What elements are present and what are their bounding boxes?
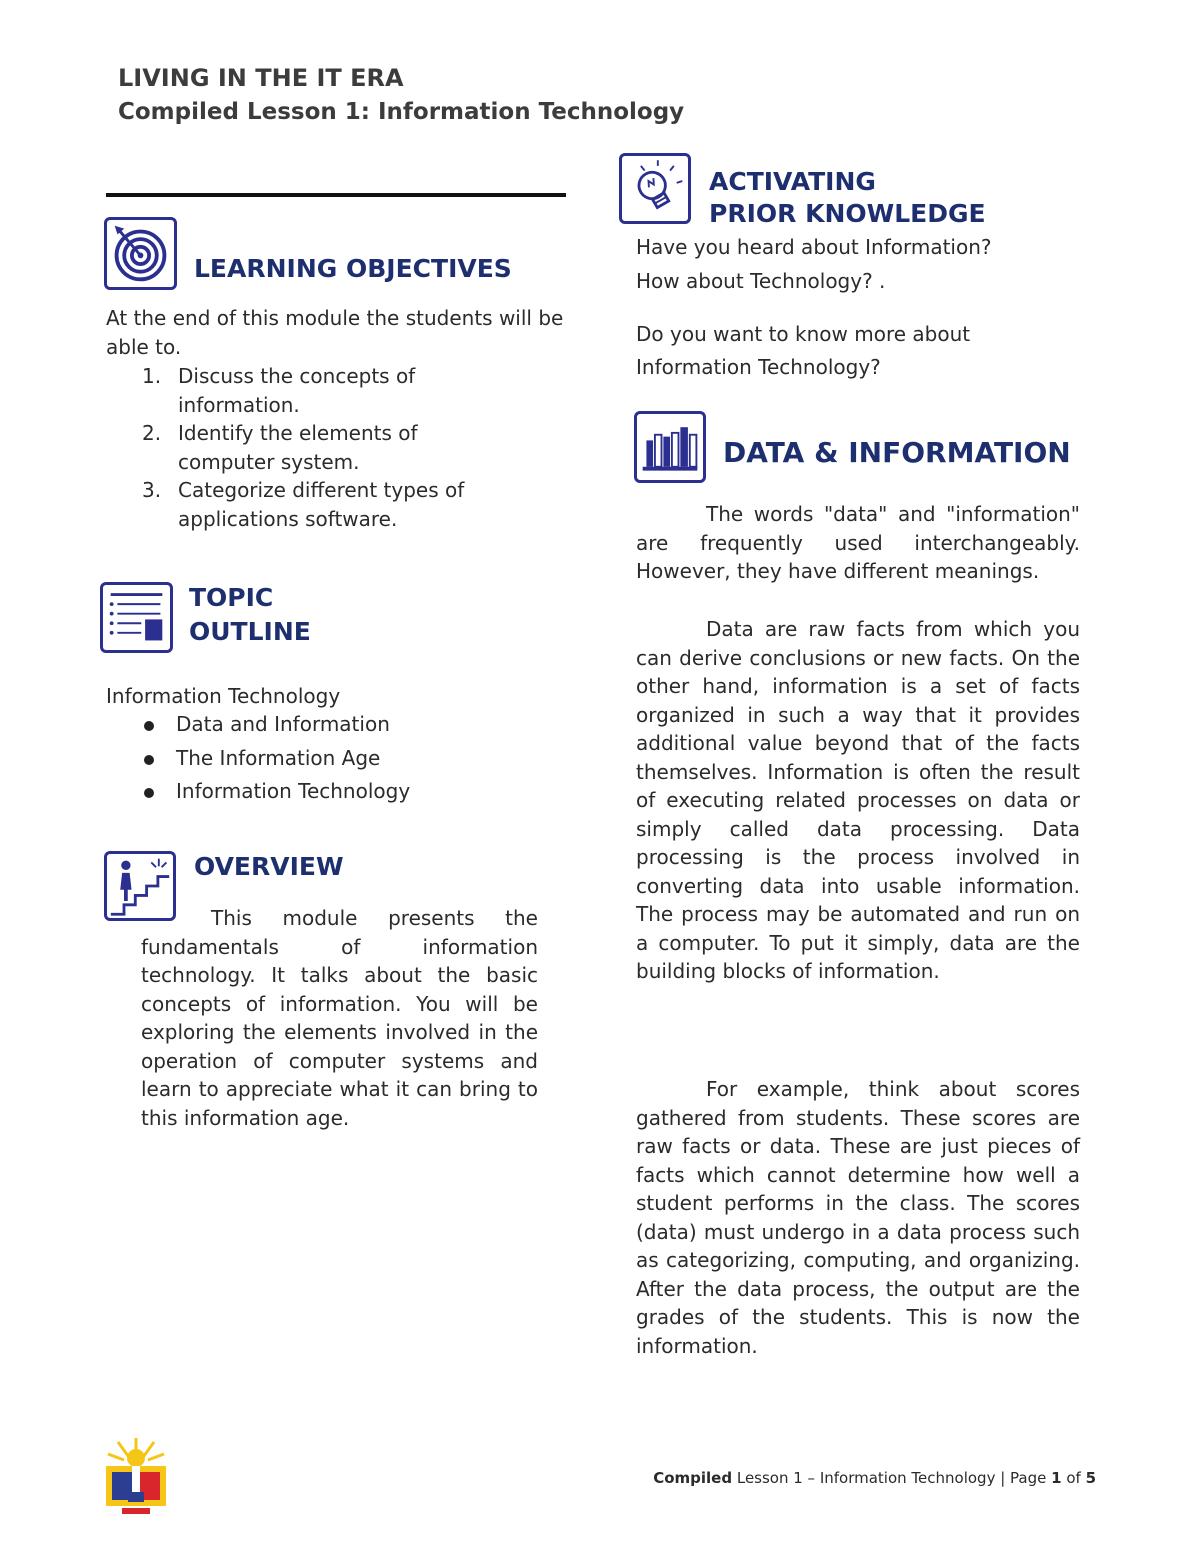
data-information-paragraph-2: Data are raw facts from which you can derive conclusions or new facts. On the other hand, information is a set of facts organized in such a way that it provides additional value beyond that of the facts themselves. Information is often the result of executing related processes on data or simply called data processing. Data processing is the process involved in converting data into usable information. The process may be automated and run on a computer. To put it simply, data are the building blocks of information.: [636, 617, 1080, 983]
objective-item: 3. Categorize different types of applications software.: [142, 478, 465, 531]
bullet-icon: [144, 755, 154, 765]
document-subtitle: Compiled Lesson 1: Information Technology: [118, 99, 685, 125]
activating-heading-line2: PRIOR KNOWLEDGE: [709, 199, 986, 228]
bullet-icon: [144, 788, 154, 798]
overview-heading: OVERVIEW: [194, 852, 344, 881]
activating-heading-line1: ACTIVATING: [709, 167, 876, 196]
topic-outline-heading-line2: OUTLINE: [189, 617, 311, 646]
books-icon: [634, 411, 706, 483]
lightbulb-icon: [619, 153, 691, 224]
learning-objectives-heading: LEARNING OBJECTIVES: [194, 254, 512, 283]
objective-item: 2. Identify the elements of computer system.: [142, 421, 418, 474]
topic-outline-main: Information Technology: [106, 684, 341, 708]
page-footer: Compiled Lesson 1 – Information Technology | Page 1 of 5: [653, 1469, 1096, 1487]
page-total: 5: [1085, 1469, 1096, 1487]
activating-question-3: Do you want to know more about Information Technology?: [636, 322, 971, 379]
section-divider: [106, 193, 566, 197]
topic-outline-heading-line1: TOPIC: [189, 583, 274, 612]
topic-item: Data and Information: [106, 708, 526, 742]
learning-objectives-intro: At the end of this module the students will be able to.: [106, 306, 564, 359]
topic-list: [106, 708, 526, 809]
activating-question-1: Have you heard about Information?: [636, 235, 992, 259]
outline-list-icon: [100, 582, 173, 653]
objectives-list: [106, 362, 506, 533]
document-title: LIVING IN THE IT ERA: [118, 64, 404, 92]
topic-item: Information Technology: [106, 775, 526, 809]
bullet-icon: [144, 721, 154, 731]
target-icon: [104, 217, 177, 290]
objective-item: 1. Discuss the concepts of information.: [142, 364, 416, 417]
topic-item: The Information Age: [106, 742, 526, 776]
school-seal-logo: [104, 1436, 168, 1518]
data-information-heading: DATA & INFORMATION: [723, 436, 1071, 469]
overview-text: This module presents the fundamentals of information technology. It talks about the basic concepts of information. You will be exploring the elements involved in the operation of computer systems and learn to appreciate what it can bring to this information age.: [141, 906, 538, 1130]
page-number: 1: [1051, 1469, 1062, 1487]
data-information-paragraph-3: For example, think about scores gathered from students. These scores are raw facts or data. These are just pieces of facts which cannot determine how well a student performs in the class. The scores (data) must undergo in a data process such as categorizing, computing, and organizing. After the data process, the output are the grades of the students. This is now the information.: [636, 1077, 1080, 1358]
activating-question-2: How about Technology? .: [636, 269, 886, 293]
data-information-paragraph-1: The words "data" and "information" are frequently used interchangeably. However, they have different meanings.: [636, 502, 1080, 583]
